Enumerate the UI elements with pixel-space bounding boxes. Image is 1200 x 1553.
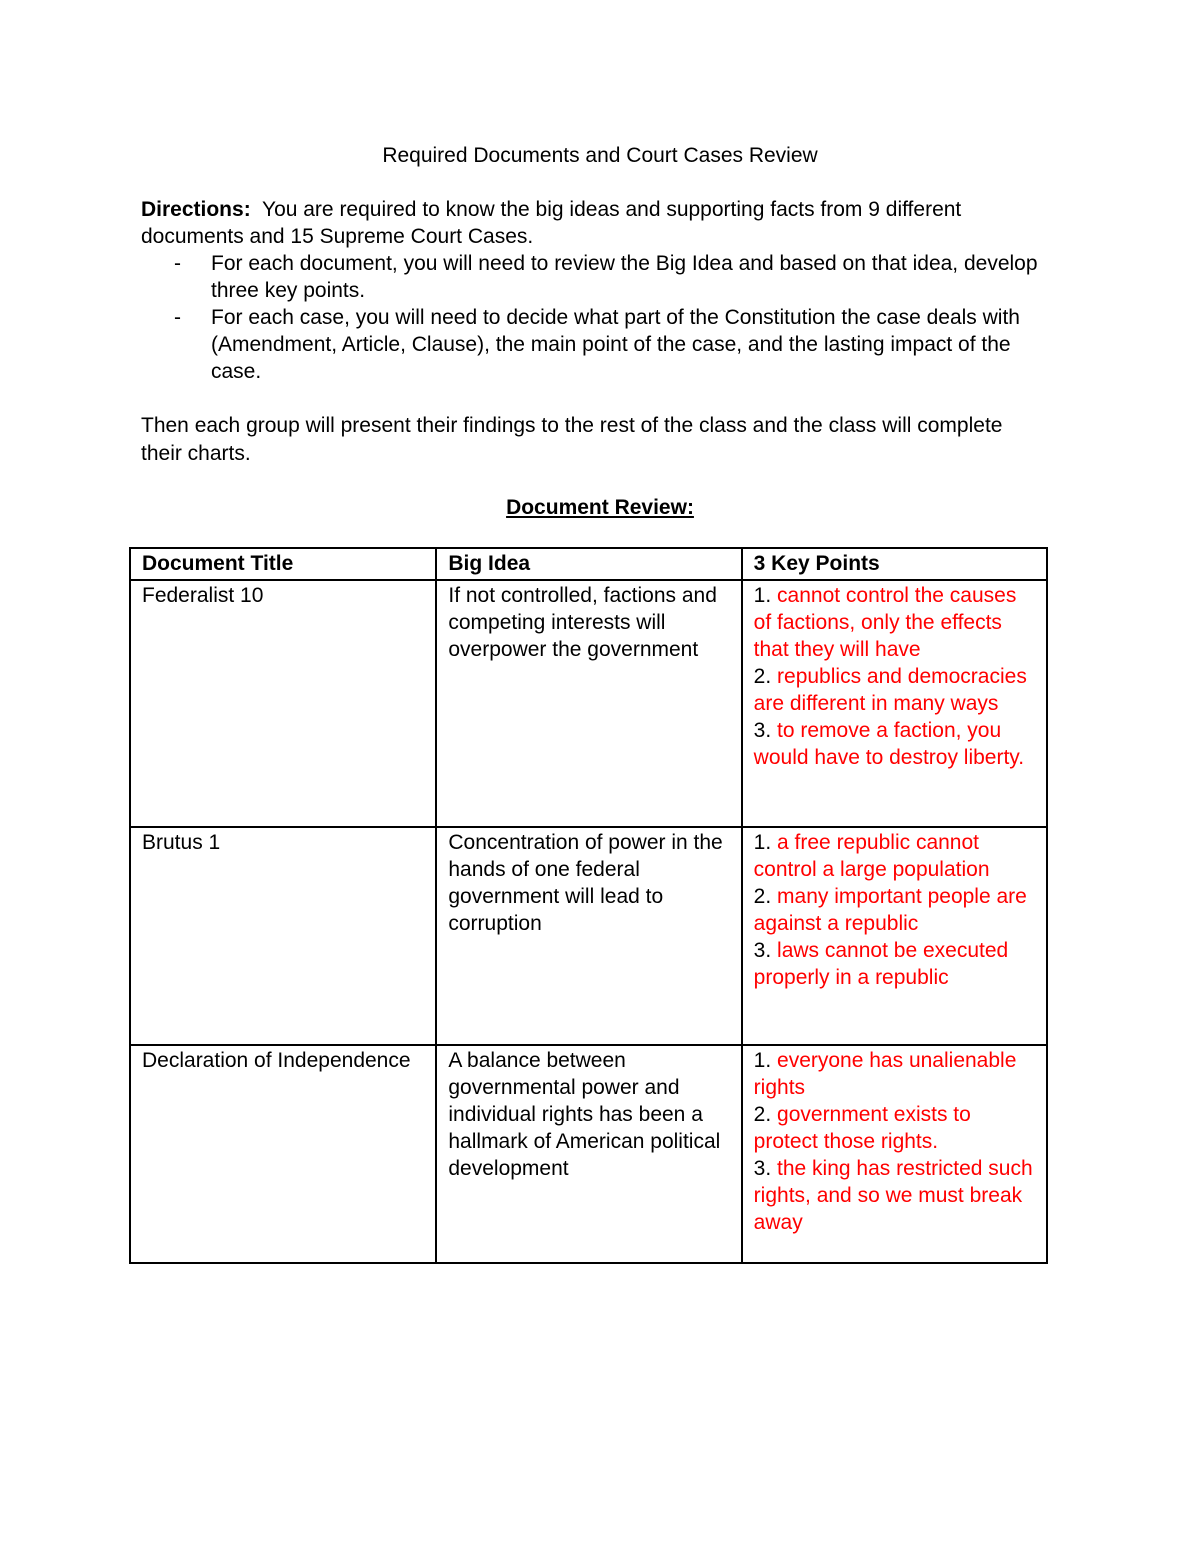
- big-idea-cell: Concentration of power in the hands of one federal government will lead to corruption: [436, 827, 741, 1045]
- table-row: [130, 1045, 1047, 1263]
- header-document-title: Document Title: [130, 548, 436, 580]
- key-point: [754, 582, 1036, 663]
- key-points-cell: [742, 827, 1047, 1045]
- directions-paragraph: [141, 196, 1061, 250]
- big-idea-cell: A balance between governmental power and individual rights has been a hallmark of American political development: [436, 1045, 741, 1263]
- key-point-number: 2.: [753, 665, 772, 688]
- key-point-number: 1.: [753, 1049, 772, 1072]
- header-key-points: 3 Key Points: [742, 548, 1047, 580]
- directions-text: You are required to know the big ideas and supporting facts from 9 different documents and 15 Supreme Court Cases.: [141, 198, 962, 248]
- bullet-text: For each case, you will need to decide what part of the Constitution the case deals with (Amendment, Article, Clause), the main point of the case, and the lasting impact of the case.: [211, 306, 1020, 383]
- bullet-text: For each document, you will need to review the Big Idea and based on that idea, develop three key points.: [211, 252, 1038, 302]
- key-point: [754, 883, 1036, 937]
- key-point-text: many important people are against a republic: [753, 885, 1027, 935]
- directions-bullet: [141, 250, 1061, 304]
- document-title-cell: Federalist 10: [130, 580, 436, 827]
- table-row: [130, 580, 1047, 827]
- key-point-number: 1.: [753, 584, 772, 607]
- document-title-cell: Brutus 1: [130, 827, 436, 1045]
- key-point-text: a free republic cannot control a large population: [753, 831, 990, 881]
- closing-paragraph: Then each group will present their findings to the rest of the class and the class will complete their charts.: [141, 414, 1003, 465]
- directions-block: [141, 196, 1061, 385]
- header-big-idea: Big Idea: [436, 548, 741, 580]
- key-point: [754, 663, 1036, 717]
- key-point-text: government exists to protect those rights.: [753, 1103, 971, 1153]
- directions-list: [141, 250, 1061, 385]
- directions-bullet: [141, 304, 1061, 385]
- key-point-number: 3.: [753, 1157, 772, 1180]
- big-idea-cell: If not controlled, factions and competing interests will overpower the government: [436, 580, 741, 827]
- table-row: [130, 827, 1047, 1045]
- key-points-cell: [742, 1045, 1047, 1263]
- page-title: Required Documents and Court Cases Review: [382, 144, 818, 167]
- key-point: [754, 717, 1036, 771]
- bullet-dash: -: [174, 252, 181, 275]
- key-point-text: cannot control the causes of factions, only the effects that they will have: [753, 584, 1017, 661]
- key-point: [754, 1155, 1036, 1236]
- key-point-number: 2.: [753, 885, 772, 908]
- key-point-text: to remove a faction, you would have to destroy liberty.: [753, 719, 1025, 769]
- key-point: [754, 1101, 1036, 1155]
- key-point-number: 3.: [753, 719, 772, 742]
- document-review-table: [129, 547, 1048, 1264]
- key-point-text: the king has restricted such rights, and so we must break away: [753, 1157, 1033, 1234]
- key-point: [754, 1047, 1036, 1101]
- section-heading: Document Review:: [506, 496, 694, 519]
- key-point-number: 3.: [753, 939, 772, 962]
- key-point-text: everyone has unalienable rights: [753, 1049, 1017, 1099]
- key-points-cell: [742, 580, 1047, 827]
- table-header-row: [130, 548, 1047, 580]
- key-point-text: republics and democracies are different in many ways: [753, 665, 1027, 715]
- bullet-dash: -: [174, 306, 181, 329]
- key-point-number: 2.: [753, 1103, 772, 1126]
- key-point: [754, 937, 1036, 991]
- key-point: [754, 829, 1036, 883]
- directions-label: Directions:: [141, 198, 251, 221]
- key-point-text: laws cannot be executed properly in a republic: [753, 939, 1009, 989]
- document-title-cell: Declaration of Independence: [130, 1045, 436, 1263]
- key-point-number: 1.: [753, 831, 772, 854]
